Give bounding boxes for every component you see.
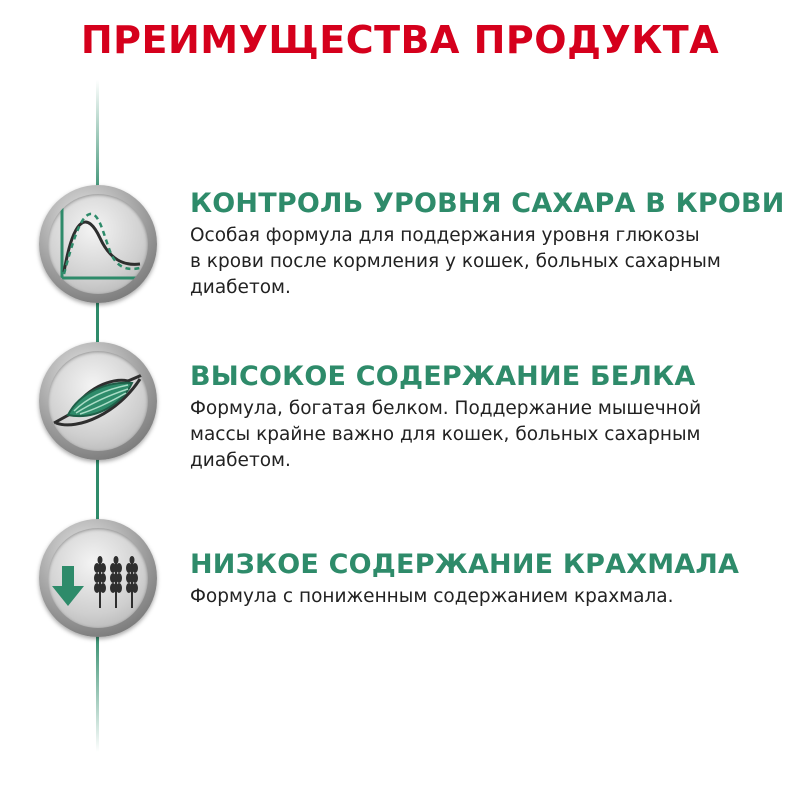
feature-description [190,223,780,301]
badge-glucose [39,185,157,303]
badge-protein [39,342,157,460]
feature-description [190,396,780,474]
feature-low-starch [190,548,780,610]
feature-heading: КОНТРОЛЬ УРОВНЯ САХАРА В КРОВИ [190,188,785,219]
feature-high-protein [190,360,780,474]
description-line: диабетом. [190,277,291,298]
badge-starch [39,519,157,637]
description-line: Формула с пониженным содержанием крахмала. [190,586,674,607]
glucose-curve-icon [48,194,148,294]
description-line: в крови после кормления у кошек, больных сахарным [190,251,721,272]
feature-heading: ВЫСОКОЕ СОДЕРЖАНИЕ БЕЛКА [190,361,696,392]
description-line: массы крайне важно для кошек, больных сахарным [190,424,701,445]
description-line: диабетом. [190,450,291,471]
feature-heading: НИЗКОЕ СОДЕРЖАНИЕ КРАХМАЛА [190,549,740,580]
low-starch-wheat-icon [48,528,148,628]
muscle-icon [48,351,148,451]
feature-description [190,584,780,610]
feature-blood-sugar [190,187,785,301]
description-line: Формула, богатая белком. Поддержание мышечной [190,398,702,419]
page-title: ПРЕИМУЩЕСТВА ПРОДУКТА [80,18,720,62]
description-line: Особая формула для поддержания уровня глюкозы [190,225,700,246]
